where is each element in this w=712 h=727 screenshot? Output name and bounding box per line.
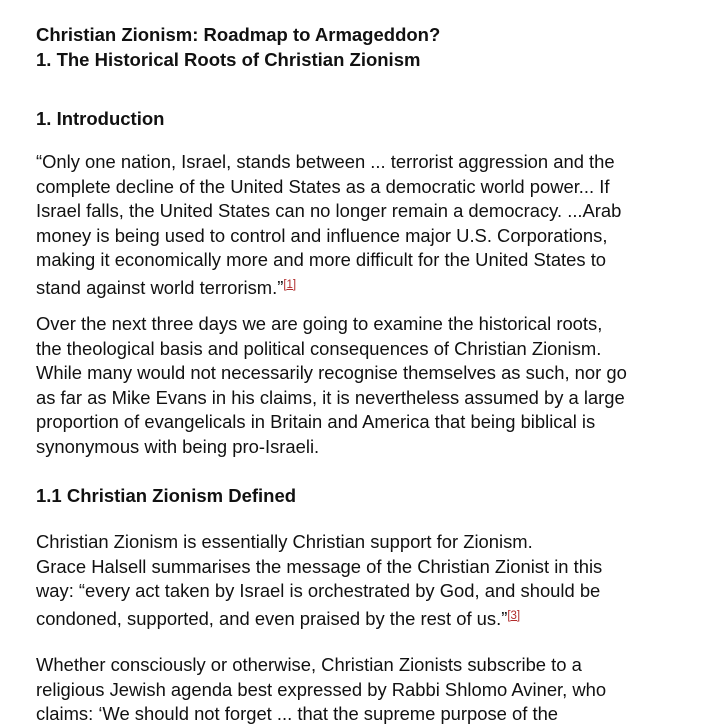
paragraph-line: as far as Mike Evans in his claims, it is nevertheless assumed by a large	[36, 386, 625, 408]
heading-introduction: 1. Introduction	[36, 108, 165, 129]
paragraph-line: Christian Zionism is essentially Christian support for Zionism.	[36, 531, 533, 552]
quote-line: complete decline of the United States as a democratic world power... If	[36, 175, 610, 197]
defined-paragraph-2	[36, 653, 606, 727]
paragraph-line: While many would not necessarily recognise themselves as such, nor go	[36, 362, 627, 383]
paragraph-line: Grace Halsell summarises the message of the Christian Zionist in this	[36, 555, 603, 577]
paragraph-line: the theological basis and political consequences of Christian Zionism.	[36, 337, 602, 359]
footnote-link-1[interactable]: [1]	[283, 278, 297, 291]
paragraph-line: Over the next three days we are going to examine the historical roots,	[36, 313, 603, 334]
quote-line-last	[36, 273, 621, 301]
heading-christian-zionism-defined: 1.1 Christian Zionism Defined	[36, 485, 297, 506]
quote-line: making it economically more and more difficult for the United States to	[36, 249, 607, 270]
footnote-link-3[interactable]: [3]	[507, 609, 521, 622]
paragraph-line-last	[36, 604, 602, 632]
title-line-2: 1. The Historical Roots of Christian Zionism	[36, 49, 421, 70]
paragraph-line-text: condoned, supported, and even praised by the rest of us.”	[36, 607, 508, 629]
paragraph-line: claims: ‘We should not forget ... that the supreme purpose of the	[36, 703, 559, 724]
title-line-1: Christian Zionism: Roadmap to Armageddon?	[36, 24, 441, 45]
quote-line: money is being used to control and influence major U.S. Corporations,	[36, 224, 608, 246]
paragraph-line: way: “every act taken by Israel is orchestrated by God, and should be	[36, 580, 601, 601]
paragraph-line: religious Jewish agenda best expressed by Rabbi Shlomo Aviner, who	[36, 678, 607, 700]
defined-paragraph-1	[36, 530, 602, 631]
quote-line-text: stand against world terrorism.”	[36, 276, 284, 298]
document-title	[36, 22, 440, 72]
paragraph-line: synonymous with being pro-Israeli.	[36, 435, 320, 457]
intro-paragraph-2	[36, 312, 627, 459]
quote-paragraph	[36, 150, 621, 300]
quote-line: “Only one nation, Israel, stands between ... terrorist aggression and the	[36, 151, 615, 172]
quote-line: Israel falls, the United States can no longer remain a democracy. ...Arab	[36, 200, 622, 221]
paragraph-line: proportion of evangelicals in Britain and America that being biblical is	[36, 411, 596, 432]
paragraph-line: Whether consciously or otherwise, Christian Zionists subscribe to a	[36, 654, 582, 675]
